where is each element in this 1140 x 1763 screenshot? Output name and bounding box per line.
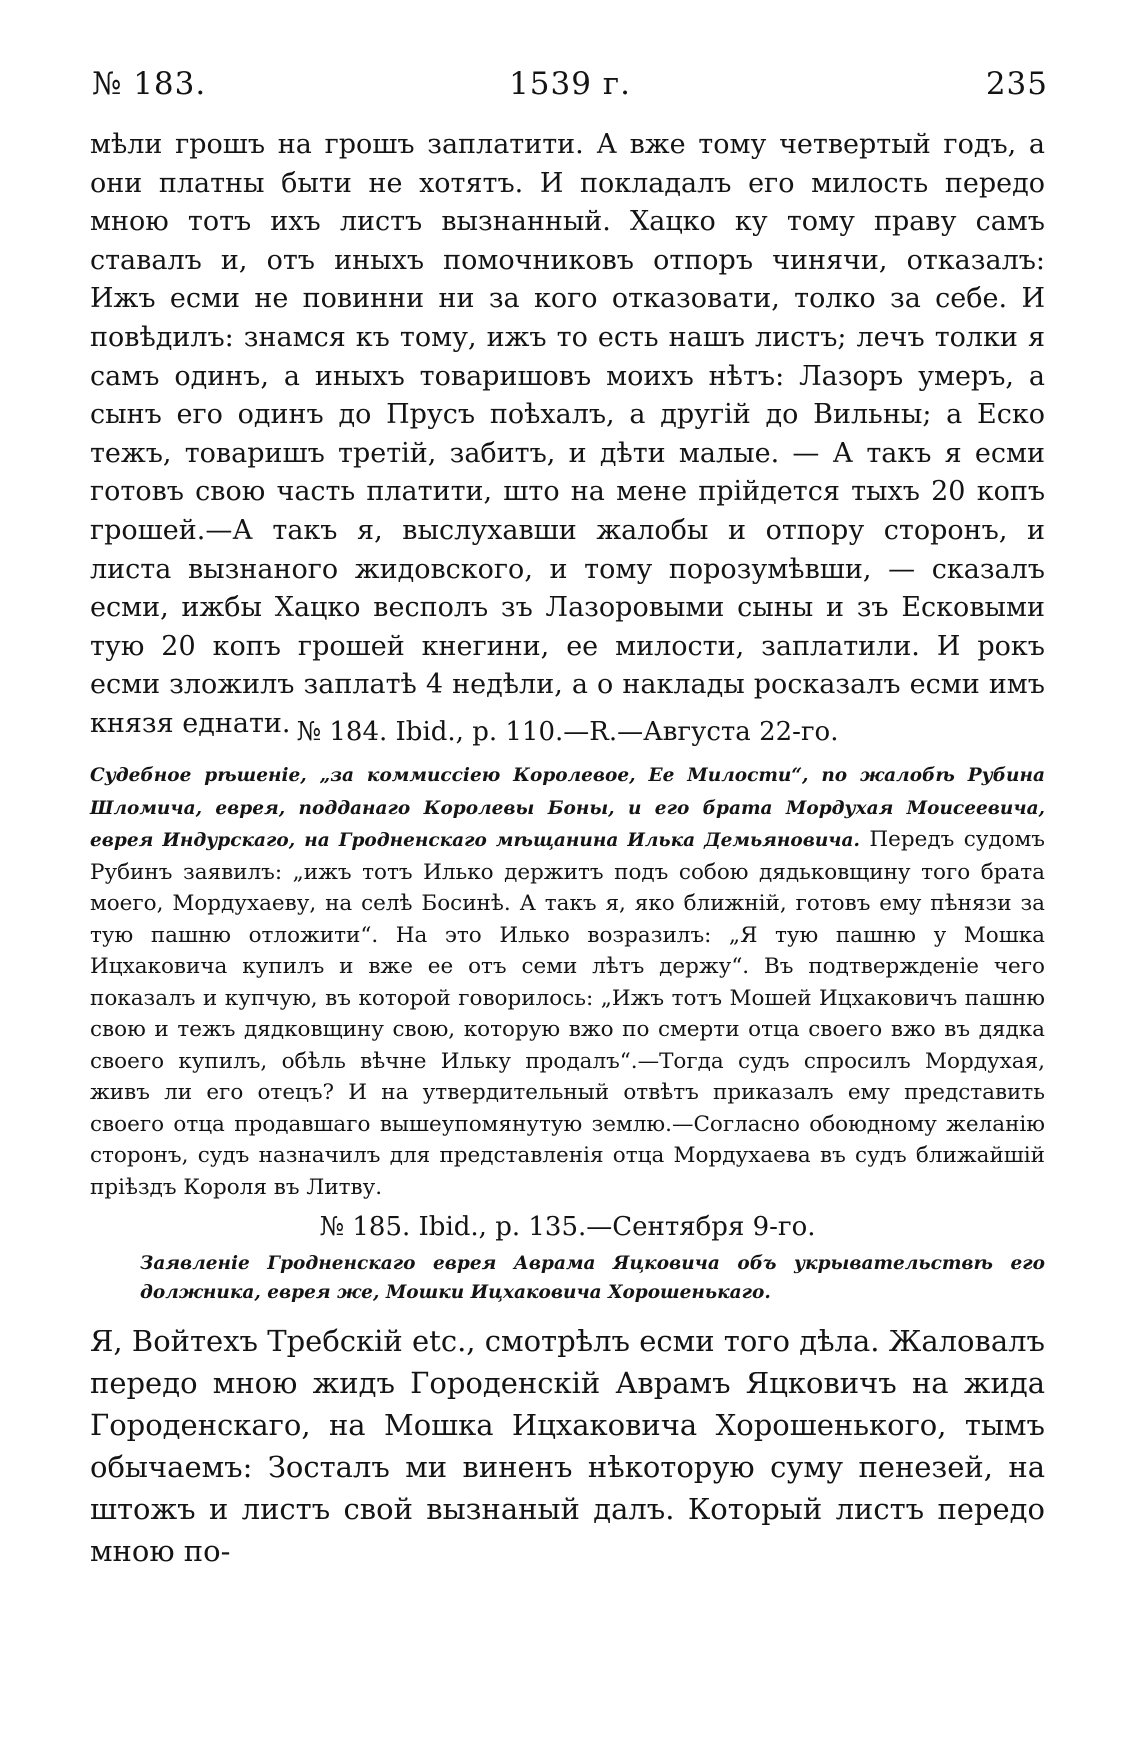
page-number: 235: [985, 66, 1048, 102]
document-184-body: [90, 759, 1045, 1203]
document-184-heading: № 184. Ibid., p. 110.—R.—Августа 22-го.: [296, 717, 839, 747]
document-185-summary: Заявленіе Гродненскаго еврея Аврама Яцковича объ укрывательствѣ его должника, еврея же, Мошки Ицхаковича Хорошенькаго.: [140, 1253, 1045, 1303]
document-184-text: Передъ судомъ Рубинъ заявилъ: „ижъ тотъ Илько держитъ подъ собою дядьковщину того брата моего, Мордухаеву, на селѣ Босинѣ. А такъ я, яко ближній, готовъ ему пѣнязи за тую пашню отложити“. На это Илько возразилъ: „Я тую пашню у Мошка Ицхаковича купилъ и вже ее отъ семи лѣтъ держу“. Въ подтвержденіе чего показалъ и купчую, въ которой говорилось: „Ижъ тотъ Мошей Ицхаковичъ пашню свою и тежъ дядковщину свою, которую вжо по смерти отца своего вжо въ дядка своего купилъ, обѣль вѣчне Ильку продалъ“.—Тогда судъ спросилъ Мордухая, живъ ли его отецъ? И на утвердительный отвѣтъ приказалъ ему представить своего отца продавшаго вышеупомянутую землю.—Согласно обоюдному желанію сторонъ, судъ назначилъ для представленія отца Мордухаева въ судъ ближайшій пріѣздъ Короля въ Литву.: [90, 827, 1045, 1200]
page-header: [92, 66, 1048, 110]
document-185-heading: № 185. Ibid., p. 135.—Сентября 9-го.: [319, 1212, 816, 1242]
year-heading: 1539 г.: [509, 66, 631, 102]
document-number: № 183.: [92, 66, 207, 102]
document-185-text: Я, Войтехъ Требскій etc., смотрѣлъ есми того дѣла. Жаловалъ передо мною жидъ Городенскій Аврамъ Яцковичъ на жида Городенскаго, на Мошка Ицхаковича Хорошенького, тымъ обычаемъ: Зосталъ ми виненъ нѣкоторую суму пенезей, на штожъ и листъ свой вызнаный далъ. Который листъ передо мною по-: [90, 1324, 1045, 1568]
document-183-text: мѣли грошъ на грошъ заплатити. А вже тому четвертый годъ, а они платны быти не хотятъ. И покладалъ его милость передо мною тотъ ихъ листъ вызнанный. Хацко ку тому праву самъ ставалъ и, отъ иныхъ помочниковъ отпоръ чинячи, отказалъ: Ижъ есми не повинни ни за кого отказовати, толко за себе. И повѣдилъ: знамся къ тому, ижъ то есть нашъ листъ; лечъ толки я самъ одинъ, а иныхъ товаришовъ моихъ нѣтъ: Лазоръ умеръ, а сынъ его одинъ до Прусъ поѣхалъ, а другій до Вильны; а Еско тежъ, товаришъ третій, забитъ, и дѣти малые. — А такъ я есми готовъ свою часть платити, што на мене прійдется тыхъ 20 копъ грошей.—А такъ я, выслухавши жалобы и отпору сторонъ, и листа вызнаного жидовского, и тому порозумѣвши, — сказалъ есми, ижбы Хацко весполъ зъ Лазоровыми сыны и зъ Есковыми тую 20 копъ грошей кнегини, ее милости, заплатили. И рокъ есми зложилъ заплатѣ 4 недѣли, а о наклады росказалъ есми имъ князя еднати.: [90, 129, 1045, 739]
document-184-summary: Судебное рѣшеніе, „за коммиссіею Королевое, Ее Милости“, по жалобѣ Рубина Шломича, еврея, подданаго Королевы Боны, и его брата Мордухая Моисеевича, еврея Индурскаго, на Гродненскаго мѣщанина Илька Демьяновича.: [90, 765, 1045, 851]
